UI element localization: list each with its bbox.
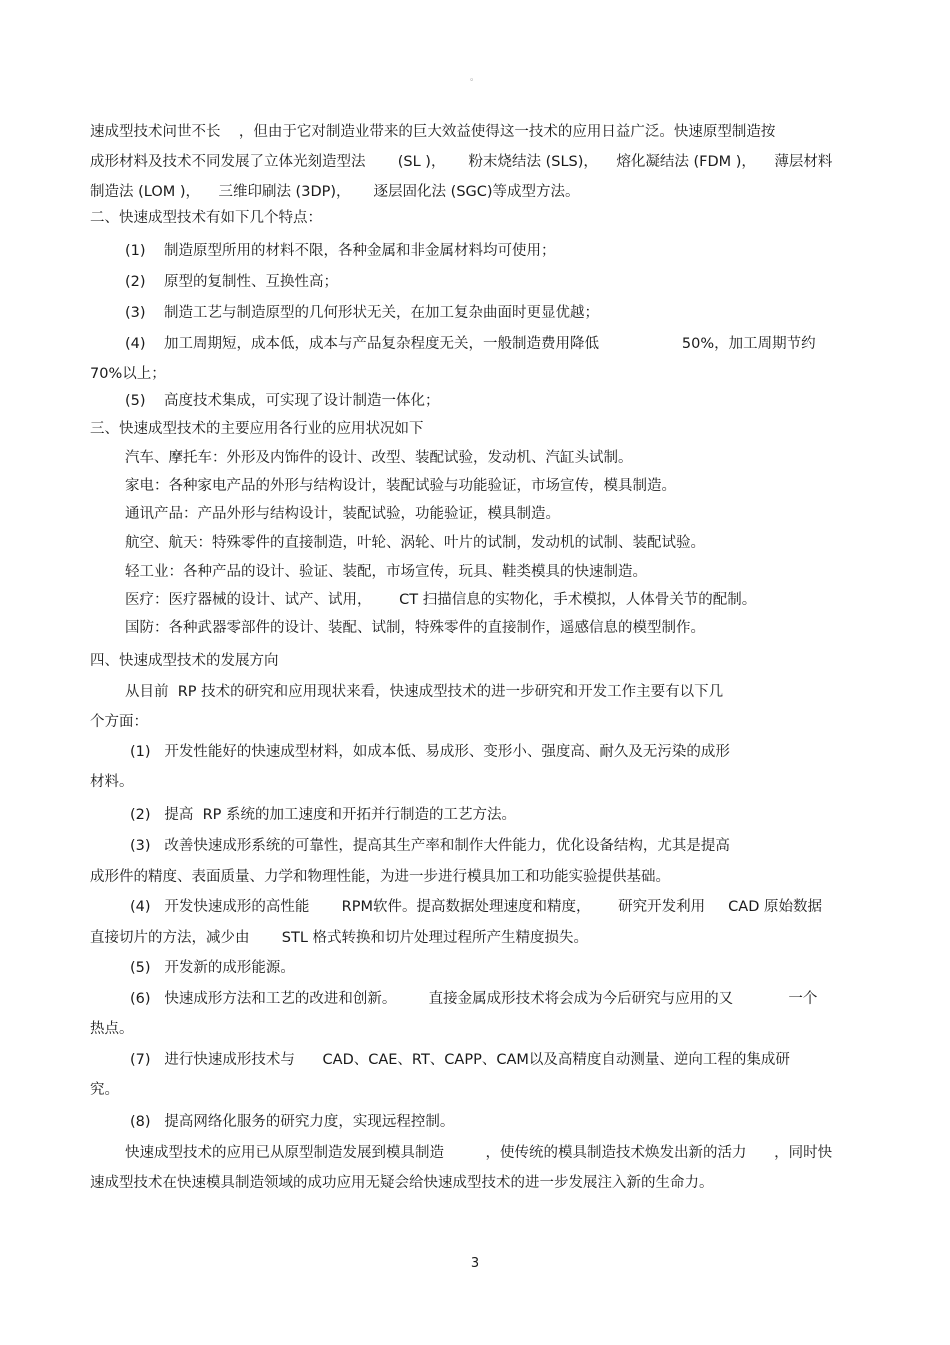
text-line: 制造法 (LOM )， 三维印刷法 (3DP)， 逐层固化法 (SGC)等成型方法。 — [90, 184, 580, 200]
list-item: 家电：各种家电产品的外形与结构设计，装配试验与功能验证，市场宣传，模具制造。 — [125, 478, 676, 494]
list-item: (4) 加工周期短，成本低，成本与产品复杂程度无关，一般制造费用降低 50%，加工周期节约 — [125, 336, 816, 352]
list-item: 通讯产品：产品外形与结构设计，装配试验，功能验证，模具制造。 — [125, 506, 560, 522]
list-item: (1) 制造原型所用的材料不限，各种金属和非金属材料均可使用； — [125, 243, 556, 259]
text-line: 究。 — [90, 1082, 119, 1098]
text-line: 材料。 — [90, 774, 134, 790]
text-line: 70%以上； — [90, 366, 166, 382]
section-heading: 二、快速成型技术有如下几个特点： — [90, 210, 322, 226]
text-line: 个方面： — [90, 714, 148, 730]
list-item: (5) 开发新的成形能源。 — [130, 960, 295, 976]
page-number: 3 — [470, 1256, 480, 1271]
text-line: 速成型技术在快速模具制造领域的成功应用无疑会给快速成型技术的进一步发展注入新的生命力。 — [90, 1175, 714, 1191]
list-item: 国防：各种武器零部件的设计、装配、试制，特殊零件的直接制作，遥感信息的模型制作。 — [125, 620, 705, 636]
list-item: 医疗：医疗器械的设计、试产、试用， CT 扫描信息的实物化，手术模拟，人体骨关节的配制。 — [125, 592, 757, 608]
section-heading: 三、快速成型技术的主要应用各行业的应用状况如下 — [90, 421, 424, 437]
text-line: 直接切片的方法，减少由 STL 格式转换和切片处理过程所产生精度损失。 — [90, 930, 589, 946]
list-item: (5) 高度技术集成，可实现了设计制造一体化； — [125, 393, 440, 409]
list-item: (3) 改善快速成形系统的可靠性，提高其生产率和制作大件能力，优化设备结构，尤其是提高 — [130, 838, 730, 854]
list-item: 航空、航天：特殊零件的直接制造，叶轮、涡轮、叶片的试制，发动机的试制、装配试验。 — [125, 535, 705, 551]
list-item: (6) 快速成形方法和工艺的改进和创新。 直接金属成形技术将会成为今后研究与应用的又 一个 — [130, 991, 818, 1007]
text-line: 成形件的精度、表面质量、力学和物理性能，为进一步进行模具加工和功能实验提供基础。 — [90, 869, 670, 885]
list-item: (2) 原型的复制性、互换性高； — [125, 274, 338, 290]
text-line: 热点。 — [90, 1021, 134, 1037]
list-item: (4) 开发快速成形的高性能 RPM软件。提高数据处理速度和精度， 研究开发利用 CAD 原始数据 — [130, 899, 822, 915]
list-item: (8) 提高网络化服务的研究力度，实现远程控制。 — [130, 1114, 455, 1130]
top-mark: 。 — [470, 73, 480, 83]
text-line: 速成型技术问世不长 ，但由于它对制造业带来的巨大效益使得这一技术的应用日益广泛。快速原型制造按 — [90, 124, 776, 140]
text-line: 快速成型技术的应用已从原型制造发展到模具制造 ，使传统的模具制造技术焕发出新的活力 ，同时快 — [125, 1145, 833, 1161]
list-item: (1) 开发性能好的快速成型材料，如成本低、易成形、变形小、强度高、耐久及无污染的成形 — [130, 744, 730, 760]
text-line: 从目前 RP 技术的研究和应用现状来看，快速成型技术的进一步研究和开发工作主要有以下几 — [125, 684, 724, 700]
list-item: (2) 提高 RP 系统的加工速度和开拓并行制造的工艺方法。 — [130, 807, 517, 823]
text-line: 成形材料及技术不同发展了立体光刻造型法 (SL )， 粉末烧结法 (SLS)， 熔化凝结法 (FDM )， 薄层材料 — [90, 154, 833, 170]
list-item: 轻工业：各种产品的设计、验证、装配，市场宣传，玩具、鞋类模具的快速制造。 — [125, 564, 647, 580]
list-item: 汽车、摩托车：外形及内饰件的设计、改型、装配试验，发动机、汽缸头试制。 — [125, 450, 633, 466]
section-heading: 四、快速成型技术的发展方向 — [90, 653, 279, 669]
list-item: (7) 进行快速成形技术与 CAD、CAE、RT、CAPP、CAM以及高精度自动测量、逆向工程的集成研 — [130, 1052, 790, 1068]
list-item: (3) 制造工艺与制造原型的几何形状无关，在加工复杂曲面时更显优越； — [125, 305, 599, 321]
